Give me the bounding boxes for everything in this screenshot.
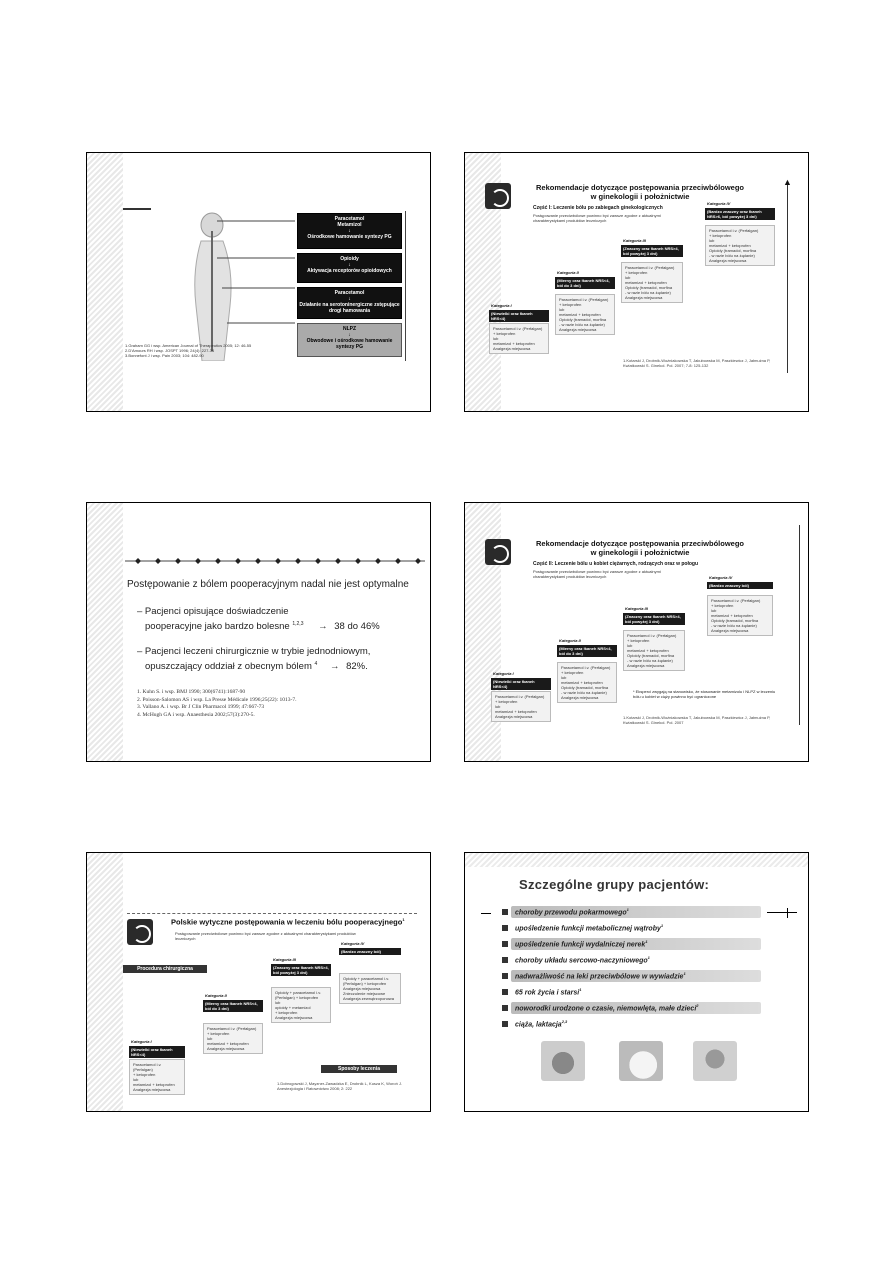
- list-item: + ketoprofen: [133, 1072, 156, 1077]
- title-line-2: w ginekologii i położnictwie: [590, 548, 690, 557]
- slide6-title: Szczególne grupy pacjentów:: [519, 877, 710, 892]
- bullet-icon: [502, 957, 508, 963]
- list-item: Opioidy (tramadol, morfina: [561, 685, 609, 690]
- ref-2: 2.D'Amours RH i wsp. JOSPT 1996; 24(4): 227-36: [125, 348, 215, 353]
- cat1-list: [489, 323, 549, 354]
- box-nlpz: [297, 323, 402, 357]
- cat3-name: Kategoria III: [623, 238, 646, 243]
- bullet-icon: [502, 925, 508, 931]
- item2-line2-row: [137, 658, 429, 673]
- list-item: Opioidy + paracetamol i.v.: [275, 990, 322, 995]
- slide-background-stripe: [87, 503, 123, 761]
- list-item: Opioidy + paracetamol i.v.: [343, 976, 390, 981]
- list-item: metamizol + ketoprofen: [625, 280, 667, 285]
- cat2-list: [555, 294, 615, 335]
- list-item: Analgezja miejscowa: [559, 327, 597, 332]
- cat1-box: (Niewielki oraz łkaneh NRS<4): [491, 678, 551, 690]
- list-item: lub: [207, 1036, 213, 1041]
- title-line-1: Rekomendacje dotyczące postępowania przeciwbólowego: [536, 183, 744, 192]
- list-item: metamizol + ketoprofen: [493, 341, 535, 346]
- list-item: metamizol + ketoprofen: [207, 1041, 249, 1046]
- list-item: metamizol + ketoprofen: [627, 648, 669, 653]
- list-item: Paracetamol i.v. (Perfalgan): [561, 665, 611, 670]
- side-marker-right: [767, 912, 797, 913]
- list-item: lub: [495, 704, 501, 709]
- item-text: nadwrażliwość na leki przeciwbólowe w wywiadzie: [515, 973, 684, 981]
- box-paracetamol-serotonin: [297, 287, 402, 319]
- box-opioidy: [297, 253, 402, 283]
- item2-value: 82%.: [346, 661, 368, 673]
- arrow-down-icon: ↓: [348, 262, 351, 268]
- logo-icon: [485, 183, 511, 209]
- bullet-icon: [502, 909, 508, 915]
- cat2-box: (Mierny oraz łkaneh NRS<4, ból do 3 dni): [557, 645, 617, 657]
- cat1-box: (Niewielki oraz łkaneh NRS<4): [489, 310, 549, 322]
- logo-icon: [485, 539, 511, 565]
- growth-arrow: [787, 183, 788, 373]
- list-item: metamizol + ketoprofen: [559, 312, 601, 317]
- item-text: upośledzenie funkcji wydalniczej nerek: [515, 941, 646, 949]
- photo-elderly-man: [693, 1041, 737, 1081]
- arrow-up-icon: ▲: [783, 177, 792, 187]
- box-paracetamol-metamizol: [297, 213, 402, 249]
- box4-line2: Obwodowe i ośrodkowe hamowanie syntezy PG: [306, 338, 393, 350]
- item-text: choroby przewodu pokarmowego: [515, 909, 627, 917]
- list-item: Analgezja zewnątrzoponowa: [343, 996, 394, 1001]
- slide-background-stripe: [465, 853, 808, 867]
- list-item: - w razie bólu na żądanie): [711, 623, 757, 628]
- list-item: [511, 1002, 761, 1014]
- slide4-refs: 1.Kotarski J, Drobnik-Woźniakowska T, Jakubowska M, Paszkiewicz J, Jałmużna P, Kwiatkowski S. Ginekol. Pol. 2007: [623, 715, 771, 725]
- slide-background-stripe: [87, 853, 123, 1111]
- item2-line2: opuszczający oddział z obecnym bólem: [145, 661, 312, 673]
- list-item: Analgezja miejscowa: [207, 1046, 245, 1051]
- references: [125, 343, 295, 358]
- list-item: (Perfalgan) + ketoprofen: [275, 995, 319, 1000]
- list-item: Analgezja miejscowa: [275, 1015, 313, 1020]
- list-item: [511, 970, 761, 982]
- side-marker: [405, 211, 406, 361]
- cat1-name: Kategoria I: [131, 1039, 152, 1044]
- cat4-name: Kategoria IV: [709, 575, 733, 580]
- item-text: 65 rok życia i starsi: [515, 989, 580, 997]
- list-item: + ketoprofen: [709, 233, 732, 238]
- list-item: Analgezja miejscowa: [493, 346, 531, 351]
- list-item: metamizol + ketoprofen: [709, 243, 751, 248]
- cat1-list: [129, 1059, 185, 1095]
- box3-title: Paracetamol: [334, 290, 365, 296]
- side-marker-left: [481, 913, 491, 914]
- item-sup: 1: [683, 971, 686, 976]
- slide2-note: Postępowanie przeciwbólowe powinno być zawsze zgodne z aktualnymi charakterystykami produktów leczniczych: [533, 213, 661, 223]
- cat1-name: Kategoria I: [491, 303, 512, 308]
- list-item: [511, 922, 761, 934]
- arrow-down-icon: ↓: [348, 296, 351, 302]
- cat4-list: [705, 225, 775, 266]
- arrow-down-icon: ↓: [348, 228, 351, 234]
- bullet-icon: [502, 989, 508, 995]
- slide3-item1: [137, 605, 427, 633]
- list-item: Paracetamol i.v. (Perfalgan): [627, 633, 677, 638]
- list-item: metamizol + ketoprofen: [133, 1082, 175, 1087]
- list-item: - w razie bólu na żądanie): [709, 253, 755, 258]
- list-item: metamizol + ketoprofen: [561, 680, 603, 685]
- box1-line3: Ośrodkowe hamowanie syntezy PG: [307, 234, 392, 240]
- cat4-name: Kategoria IV: [707, 201, 731, 206]
- list-item: + ketoprofen: [559, 302, 582, 307]
- cat3-list: [623, 630, 685, 671]
- list-item: Paracetamol i.v. (Perfalgan): [559, 297, 609, 302]
- box2-title: Opioidy: [340, 256, 359, 262]
- list-item: Analgezja miejscowa: [495, 714, 533, 719]
- arrow-right-icon: →: [318, 621, 328, 633]
- cat4-box: (Bardzo znaczny ból): [339, 948, 401, 955]
- list-item: metamizol + ketoprofen: [495, 709, 537, 714]
- list-item: - w razie bólu na żądanie): [559, 322, 605, 327]
- slide-2: [464, 152, 809, 412]
- list-item: Opioidy (tramadol, morfina: [559, 317, 607, 322]
- label-sposoby: Sposoby leczenia: [321, 1065, 397, 1073]
- slide2-title: [525, 183, 755, 201]
- box4-title: NLPZ: [342, 326, 357, 332]
- list-item: + ketoprofen: [561, 670, 584, 675]
- cat3-box: (Znaczny oraz łkaneh NRS>4, ból powyżej 3 dni): [623, 613, 685, 625]
- box1-line2: Metamizol: [337, 222, 362, 228]
- slide4-title: [525, 539, 755, 557]
- box2-line2: Aktywacja receptorów opioidowych: [307, 268, 392, 274]
- cat4-box: (Bardzo znaczny oraz łkaneh NRS>6, ból powyżej 3 dni): [705, 208, 775, 220]
- list-item: Analgezja miejscowa: [709, 258, 747, 263]
- slide5-top-dotted-line: [127, 913, 417, 914]
- list-item: lub: [627, 643, 633, 648]
- photo-pregnant-woman: [619, 1041, 663, 1081]
- cat2-name: Kategoria II: [205, 993, 227, 998]
- list-item: + ketoprofen: [627, 638, 650, 643]
- title-line: [123, 208, 151, 210]
- cat4-list: [707, 595, 773, 636]
- item-text: noworodki urodzone o czasie, niemowlęta, małe dzieci: [515, 1005, 697, 1013]
- item-sup: 1: [645, 939, 648, 944]
- box1-title: Paracetamol: [334, 216, 365, 222]
- cat2-list: [203, 1023, 263, 1054]
- list-item: Opioidy (tramadol, morfina: [709, 248, 757, 253]
- slide-6: [464, 852, 809, 1112]
- ref-3: 3.Bonnefont J i wsp. Pain 2003; 104: 482-90: [125, 353, 204, 358]
- list-item: lub: [561, 675, 567, 680]
- title-line-2: w ginekologii i położnictwie: [590, 192, 690, 201]
- list-item: Analgezja miejscowa: [627, 663, 665, 668]
- arrow-down-icon: ↓: [348, 332, 351, 338]
- list-item: lub: [559, 307, 565, 312]
- list-item: Analgezja miejscowa: [625, 295, 663, 300]
- item1-value: 38 do 46%: [334, 621, 380, 633]
- dotted-divider: [125, 557, 425, 565]
- list-item: opioidy + metamizol: [275, 1005, 311, 1010]
- list-item: Analgezja miejscowa: [343, 986, 381, 991]
- list-item: [511, 906, 761, 918]
- list-item: Paracetamol i.v. (Perfalgan): [495, 694, 545, 699]
- slide3-refs: [137, 689, 427, 719]
- list-item: Opioidy (tramadol, morfina: [627, 653, 675, 658]
- item2-sup: 4: [314, 661, 318, 667]
- list-item: Analgezja miejscowa: [561, 695, 599, 700]
- list-item: Opioidy (tramadol, morfina: [625, 285, 673, 290]
- ref-4: 4. McHugh GA i wsp. Anaesthesia 2002;57(3):270-5.: [137, 711, 255, 718]
- list-item: [511, 1018, 761, 1030]
- list-item: Paracetamol i.v. (Perfalgan): [207, 1026, 257, 1031]
- cat2-name: Kategoria II: [557, 270, 579, 275]
- list-item: - w razie bólu na żądanie): [625, 290, 671, 295]
- cat1-box: (Niewielki oraz łkaneh NRS<4): [129, 1046, 185, 1058]
- cat3-list: [271, 987, 331, 1023]
- item-sup: 2,3: [561, 1019, 568, 1024]
- cat2-name: Kategoria II: [559, 638, 581, 643]
- cat2-list: [557, 662, 617, 703]
- cat2-box: (Mierny oraz łkaneh NRS<4, ból do 3 dni): [203, 1000, 263, 1012]
- slide4-note: Postępowanie przeciwbólowe powinno być zawsze zgodne z aktualnymi charakterystykami produktów leczniczych: [533, 569, 661, 579]
- list-item: (Perfalgan) + ketoprofen: [343, 981, 387, 986]
- cat3-name: Kategoria III: [625, 606, 648, 611]
- cat1-list: [491, 691, 551, 722]
- cat1-name: Kategoria I: [493, 671, 514, 676]
- list-item: Paracetamol i.v. (Perfalgan): [709, 228, 759, 233]
- side-marker-cross: [787, 908, 788, 918]
- cat3-box: (Znaczny oraz łkaneh NRS>4, ból powyżej 3 dni): [271, 964, 331, 976]
- cat4-list: [339, 973, 401, 1004]
- ref-2: 2. Poisson-Salomon AS i wsp. La Presse Médicale 1996;25(22): 1013-7.: [137, 696, 297, 703]
- photo-infant: [541, 1041, 585, 1081]
- label-procedura: Procedura chirurgiczna: [123, 965, 207, 973]
- bullet-icon: [502, 1021, 508, 1027]
- logo-icon: [127, 919, 153, 945]
- slide3-item2: [137, 645, 429, 673]
- list-item: Paracetamol i.v. (Perfalgan): [493, 326, 543, 331]
- slide5-title: [171, 917, 421, 927]
- arrow-right-icon: →: [329, 661, 340, 673]
- list-item: [511, 986, 761, 998]
- slide5-refs: 1.Dobrogowski J, Mayzner-Zawadzka E, Drobnik L, Kusza K, Woroń J. Anestezjologia i Ratownictwo 2008; 2: 222: [277, 1081, 403, 1091]
- item1-sup: 1,2,3: [292, 621, 304, 627]
- list-item: + ketoprofen: [275, 1010, 298, 1015]
- item-sup: 1: [626, 907, 629, 912]
- slide4-subtitle: Część II: Leczenie bólu u kobiet ciężarnych, rodzących oraz w połogu: [533, 561, 699, 567]
- item-text: choroby układu sercowo-naczyniowego: [515, 957, 648, 965]
- list-item: + ketoprofen: [711, 603, 734, 608]
- list-item: Paracetamol i.v. (Perfalgan): [625, 265, 675, 270]
- item1-line1: – Pacjenci opisujące doświadczenie: [137, 606, 289, 617]
- box3-line2: Działanie na serotoninergiczne zstępujące drogi hamowania: [299, 302, 400, 314]
- slide3-heading: Postępowanie z bólem pooperacyjnym nadal nie jest optymalne: [127, 579, 409, 590]
- title-sup: 1: [402, 917, 405, 922]
- list-item: metamizol + ketoprofen: [711, 613, 753, 618]
- cat4-box: (Bardzo znaczny ból): [707, 582, 773, 589]
- slide-4: [464, 502, 809, 762]
- list-item: - w razie bólu na żądanie): [561, 690, 607, 695]
- slide2-subtitle: Część I: Leczenie bólu po zabiegach ginekologicznych: [533, 205, 663, 211]
- item2-line1: – Pacjenci leczeni chirurgicznie w trybie jednodniowym,: [137, 646, 371, 657]
- list-item: Znieczulenie miejscowe: [343, 991, 386, 996]
- connector-lines: [207, 213, 297, 363]
- ref-1: 1. Kuhn S. i wsp. BMJ 1990; 300(6741):1687-90: [137, 689, 246, 695]
- list-item: + ketoprofen: [493, 331, 516, 336]
- cat2-box: (Mierny oraz łkaneh NRS<4, ból do 3 dni): [555, 277, 615, 289]
- item-sup: 1: [660, 923, 664, 928]
- slide5-note: Postępowanie przeciwbólowe powinno być zawsze zgodne z aktualnymi charakterystykami produktów leczniczych: [175, 931, 356, 941]
- list-item: + ketoprofen: [495, 699, 518, 704]
- list-item: lub: [625, 275, 631, 280]
- list-item: lub: [133, 1077, 139, 1082]
- bullet-icon: [502, 941, 508, 947]
- slide-3: [86, 502, 431, 762]
- slide4-footnote: * Eksperci zwygają na stanowisko, że stosowanie metamizolu i NLPZ w leczeniu bólu u kobiet w ciąży powinno być ograniczone: [633, 689, 776, 699]
- list-item: Analgezja miejscowa: [133, 1087, 171, 1092]
- list-item: + ketoprofen: [625, 270, 648, 275]
- list-item: Paracetamol i.v. (Perfalgan): [133, 1062, 162, 1072]
- list-item: + ketoprofen: [207, 1031, 230, 1036]
- ref-1: 1.Graham GG i wsp. American Journal of Therapeutics 2005; 12: 46-55: [125, 343, 252, 348]
- cat3-list: [621, 262, 683, 303]
- list-item: lub: [709, 238, 715, 243]
- list-item: - w razie bólu na żądanie): [627, 658, 673, 663]
- slide-5: [86, 852, 431, 1112]
- list-item: [511, 938, 761, 950]
- slide-1: [86, 152, 431, 412]
- bullet-icon: [502, 973, 508, 979]
- list-item: lub: [711, 608, 717, 613]
- list-item: lub: [275, 1000, 281, 1005]
- item-sup: 2: [696, 1003, 699, 1008]
- cat3-box: (Znaczny oraz łkaneh NRS>4, ból powyżej 3 dni): [621, 245, 683, 257]
- item-text: ciąża, laktacja: [515, 1021, 562, 1029]
- bullet-icon: [502, 1005, 508, 1011]
- cat3-name: Kategoria III: [273, 957, 296, 962]
- item-sup: 1: [647, 955, 650, 960]
- item-text: upośledzenie funkcji metabolicznej wątroby: [515, 925, 661, 933]
- slide-background-stripe: [87, 153, 123, 411]
- cat4-name: Kategoria IV: [341, 941, 365, 946]
- item1-line2: pooperacyjne jako bardzo bolesne: [145, 621, 290, 633]
- item1-line2-row: [137, 618, 427, 633]
- ref-3: 3. Vallano A. i wsp. Br J Clin Pharmacol 1999; 47:667-73: [137, 704, 265, 710]
- list-item: Paracetamol i.v. (Perfalgan): [711, 598, 761, 603]
- item-sup: 1: [579, 987, 582, 992]
- list-item: Opioidy (tramadol, morfina: [711, 618, 759, 623]
- slide2-refs: 1.Kotarski J, Drobnik-Woźniakowska T, Jakubowska M, Paszkiewicz J, Jałmużna P, Kwiatkowski S. Ginekol. Pol. 2007; 7-8: 125-132: [623, 358, 771, 368]
- growth-arrow: [799, 525, 800, 725]
- title-line-1: Rekomendacje dotyczące postępowania przeciwbólowego: [536, 539, 744, 548]
- list-item: Analgezja miejscowa: [711, 628, 749, 633]
- title-text: Polskie wytyczne postępowania w leczeniu bólu pooperacyjnego: [171, 917, 403, 927]
- list-item: lub: [493, 336, 499, 341]
- list-item: [511, 954, 761, 966]
